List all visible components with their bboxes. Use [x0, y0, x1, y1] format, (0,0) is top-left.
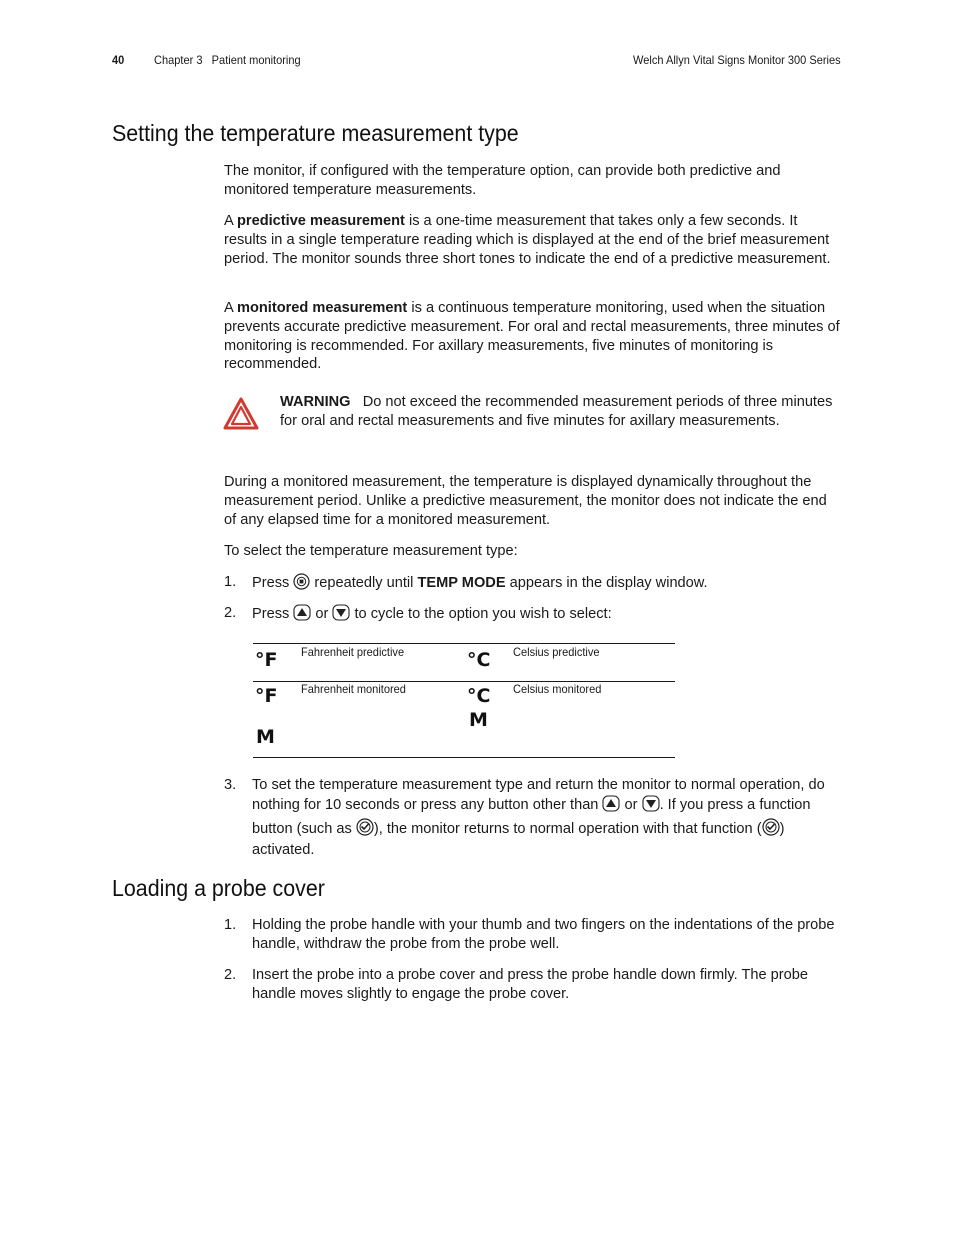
book-title: Welch Allyn Vital Signs Monitor 300 Series: [633, 53, 841, 67]
step-3: 3. To set the temperature measurement type and return the monitor to normal operation, do nothing for 10 seconds or press any button other than or . If you press a function button (such as ), the monitor returns to normal operation with that function ( ) activated.: [224, 777, 825, 859]
mode-button-icon: [293, 573, 310, 596]
select-intro: To select the temperature measurement type:: [224, 543, 518, 559]
down-arrow-button-icon: [332, 604, 350, 627]
down-arrow-button-icon: [642, 795, 660, 818]
celsius-monitored-label: Celsius monitored: [513, 682, 602, 696]
section-heading-temperature-type: Setting the temperature measurement type: [112, 120, 519, 146]
temp-mode-term: TEMP MODE: [417, 575, 506, 591]
predictive-term: predictive measurement: [236, 213, 405, 229]
fahrenheit-predictive-label: Fahrenheit predictive: [301, 645, 405, 659]
fahrenheit-monitored-m-symbol: M: [256, 726, 275, 748]
function-button-icon: [356, 818, 374, 842]
celsius-predictive-label: Celsius predictive: [513, 645, 600, 659]
predictive-paragraph: A predictive measurement is a one-time measurement that takes only a few seconds. It results in a single temperature reading which is displayed at the end of the brief measurement period. The monitor sounds three short tones to indicate the end of a predictive measurement.: [224, 213, 831, 267]
step-number: 1.: [224, 917, 237, 933]
warning-callout: [280, 393, 840, 431]
step-number: 3.: [224, 777, 237, 793]
step-1: 1. Press repeatedly until TEMP MODE appears in the display window.: [224, 573, 842, 596]
monitored-paragraph: A monitored measurement is a continuous temperature monitoring, used when the situation prevents accurate predictive measurement. For oral and rectal measurements, three minutes of monitoring is recommended. For axillary measurements, five minutes of monitoring is recommended.: [224, 300, 840, 373]
celsius-monitored-symbol: °C: [467, 685, 491, 707]
step-text: Holding the probe handle with your thumb and two fingers on the indentations of the probe handle, withdraw the probe from the probe well.: [252, 917, 835, 952]
chapter-title: Chapter 3 Patient monitoring: [154, 53, 301, 67]
step-number: 1.: [224, 574, 237, 590]
during-paragraph: During a monitored measurement, the temperature is displayed dynamically throughout the measurement period. Unlike a predictive measurement, the monitor does not indicate the end of any elapsed time for a monitored measurement.: [224, 474, 827, 528]
step-number: 2.: [224, 605, 237, 621]
step-2: 2. Press or to cycle to the option you wish to select:: [224, 604, 842, 627]
celsius-monitored-m-symbol: M: [469, 709, 488, 731]
up-arrow-button-icon: [602, 795, 620, 818]
probe-step-1: [224, 916, 842, 954]
warning-text: Do not exceed the recommended measurement periods of three minutes for oral and rectal measurements and five minutes for axillary measurements.: [280, 394, 833, 429]
fahrenheit-monitored-label: Fahrenheit monitored: [301, 682, 406, 696]
step-number: 2.: [224, 967, 237, 983]
page-number: 40: [112, 53, 125, 67]
probe-step-2: [224, 966, 842, 1004]
monitored-term: monitored measurement: [236, 300, 408, 316]
function-button-icon: [762, 818, 780, 842]
fahrenheit-monitored-symbol: °F: [255, 685, 278, 707]
up-arrow-button-icon: [293, 604, 311, 627]
intro-paragraph: The monitor, if configured with the temperature option, can provide both predictive and monitored temperature measurements.: [224, 163, 781, 198]
section-heading-probe-cover: Loading a probe cover: [112, 875, 325, 901]
warning-label: WARNING: [280, 394, 351, 410]
table-rule-top: [253, 643, 675, 644]
warning-triangle-icon: [223, 397, 259, 436]
fahrenheit-predictive-symbol: °F: [255, 649, 278, 671]
celsius-predictive-symbol: °C: [467, 649, 491, 671]
table-rule-bottom: [253, 757, 675, 758]
step-text: Insert the probe into a probe cover and press the probe handle down firmly. The probe handle moves slightly to engage the probe cover.: [252, 967, 808, 1002]
